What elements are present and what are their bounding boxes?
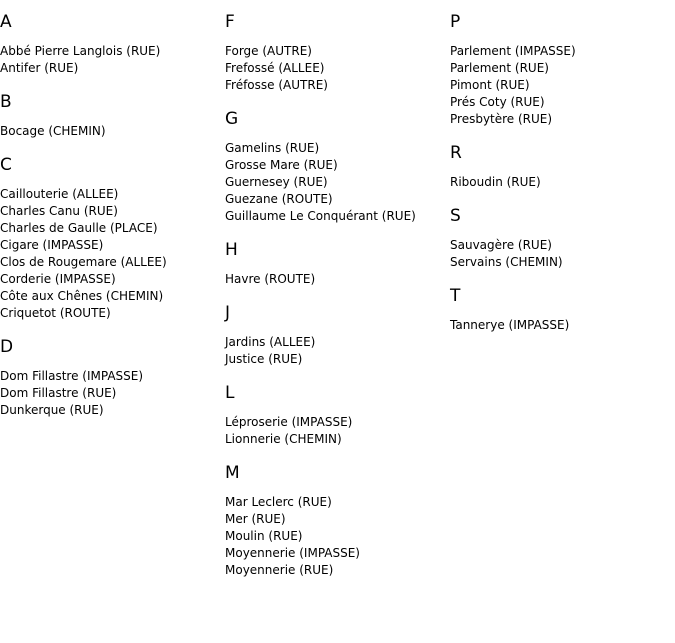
letter-group-r (450, 141, 675, 191)
letter-group-a (0, 10, 225, 77)
letter-heading: B (0, 92, 12, 112)
letter-heading: P (450, 12, 461, 32)
street-link[interactable]: Bocage (CHEMIN) (0, 124, 106, 138)
street-list (225, 271, 450, 288)
street-list (0, 123, 225, 140)
street-link[interactable]: Jardins (ALLEE) (225, 335, 316, 349)
street-link[interactable]: Moyennerie (RUE) (225, 563, 334, 577)
letter-heading: T (450, 286, 461, 306)
street-link[interactable]: Parlement (IMPASSE) (450, 44, 576, 58)
street-link[interactable]: Côte aux Chênes (CHEMIN) (0, 289, 164, 303)
letter-group-b (0, 90, 225, 140)
letter-group-m (225, 461, 450, 579)
letter-heading: H (225, 240, 238, 260)
street-link[interactable]: Riboudin (RUE) (450, 175, 541, 189)
street-list (450, 174, 675, 191)
street-link[interactable]: Prés Coty (RUE) (450, 95, 545, 109)
street-list (0, 186, 225, 322)
street-list (450, 317, 675, 334)
street-link[interactable]: Forge (AUTRE) (225, 44, 312, 58)
street-link[interactable]: Grosse Mare (RUE) (225, 158, 338, 172)
street-link[interactable]: Clos de Rougemare (ALLEE) (0, 255, 167, 269)
street-list (450, 43, 675, 128)
street-link[interactable]: Caillouterie (ALLEE) (0, 187, 119, 201)
street-list (0, 368, 225, 419)
street-link[interactable]: Corderie (IMPASSE) (0, 272, 116, 286)
street-link[interactable]: Mer (RUE) (225, 512, 286, 526)
letter-group-j (225, 301, 450, 368)
street-link[interactable]: Presbytère (RUE) (450, 112, 553, 126)
street-link[interactable]: Servains (CHEMIN) (450, 255, 563, 269)
letter-heading: F (225, 12, 235, 32)
street-list (225, 414, 450, 448)
street-link[interactable]: Antifer (RUE) (0, 61, 79, 75)
letter-group-l (225, 381, 450, 448)
letter-group-s (450, 204, 675, 271)
letter-group-f (225, 10, 450, 94)
street-list (225, 43, 450, 94)
street-link[interactable]: Guezane (ROUTE) (225, 192, 333, 206)
street-link[interactable]: Lionnerie (CHEMIN) (225, 432, 342, 446)
street-link[interactable]: Frefossé (ALLEE) (225, 61, 325, 75)
street-list (0, 43, 225, 77)
letter-group-p (450, 10, 675, 128)
letter-group-d (0, 335, 225, 419)
letter-group-g (225, 107, 450, 225)
street-link[interactable]: Parlement (RUE) (450, 61, 549, 75)
street-index-column (450, 10, 675, 347)
letter-heading: A (0, 12, 12, 32)
street-link[interactable]: Guillaume Le Conquérant (RUE) (225, 209, 416, 223)
street-index-column (225, 10, 450, 592)
letter-heading: M (225, 463, 240, 483)
letter-heading: C (0, 155, 12, 175)
street-link[interactable]: Charles de Gaulle (PLACE) (0, 221, 158, 235)
street-link[interactable]: Guernesey (RUE) (225, 175, 328, 189)
street-link[interactable]: Charles Canu (RUE) (0, 204, 118, 218)
street-link[interactable]: Abbé Pierre Langlois (RUE) (0, 44, 161, 58)
letter-heading: D (0, 337, 14, 357)
letter-group-c (0, 153, 225, 322)
letter-group-t (450, 284, 675, 334)
street-link[interactable]: Mar Leclerc (RUE) (225, 495, 332, 509)
street-list (225, 334, 450, 368)
street-link[interactable]: Dunkerque (RUE) (0, 403, 104, 417)
street-link[interactable]: Dom Fillastre (IMPASSE) (0, 369, 144, 383)
street-link[interactable]: Léproserie (IMPASSE) (225, 415, 353, 429)
street-link[interactable]: Gamelins (RUE) (225, 141, 320, 155)
street-list (450, 237, 675, 271)
street-link[interactable]: Cigare (IMPASSE) (0, 238, 104, 252)
street-link[interactable]: Moulin (RUE) (225, 529, 303, 543)
street-link[interactable]: Moyennerie (IMPASSE) (225, 546, 360, 560)
street-link[interactable]: Sauvagère (RUE) (450, 238, 552, 252)
street-link[interactable]: Fréfosse (AUTRE) (225, 78, 328, 92)
street-list (225, 140, 450, 225)
street-link[interactable]: Tannerye (IMPASSE) (450, 318, 570, 332)
street-list (225, 494, 450, 579)
street-link[interactable]: Criquetot (ROUTE) (0, 306, 111, 320)
letter-heading: R (450, 143, 462, 163)
street-index-column (0, 10, 225, 432)
letter-group-h (225, 238, 450, 288)
letter-heading: S (450, 206, 461, 226)
letter-heading: J (225, 303, 231, 323)
street-link[interactable]: Havre (ROUTE) (225, 272, 316, 286)
letter-heading: L (225, 383, 235, 403)
street-link[interactable]: Dom Fillastre (RUE) (0, 386, 117, 400)
street-link[interactable]: Pimont (RUE) (450, 78, 530, 92)
letter-heading: G (225, 109, 239, 129)
street-link[interactable]: Justice (RUE) (225, 352, 303, 366)
